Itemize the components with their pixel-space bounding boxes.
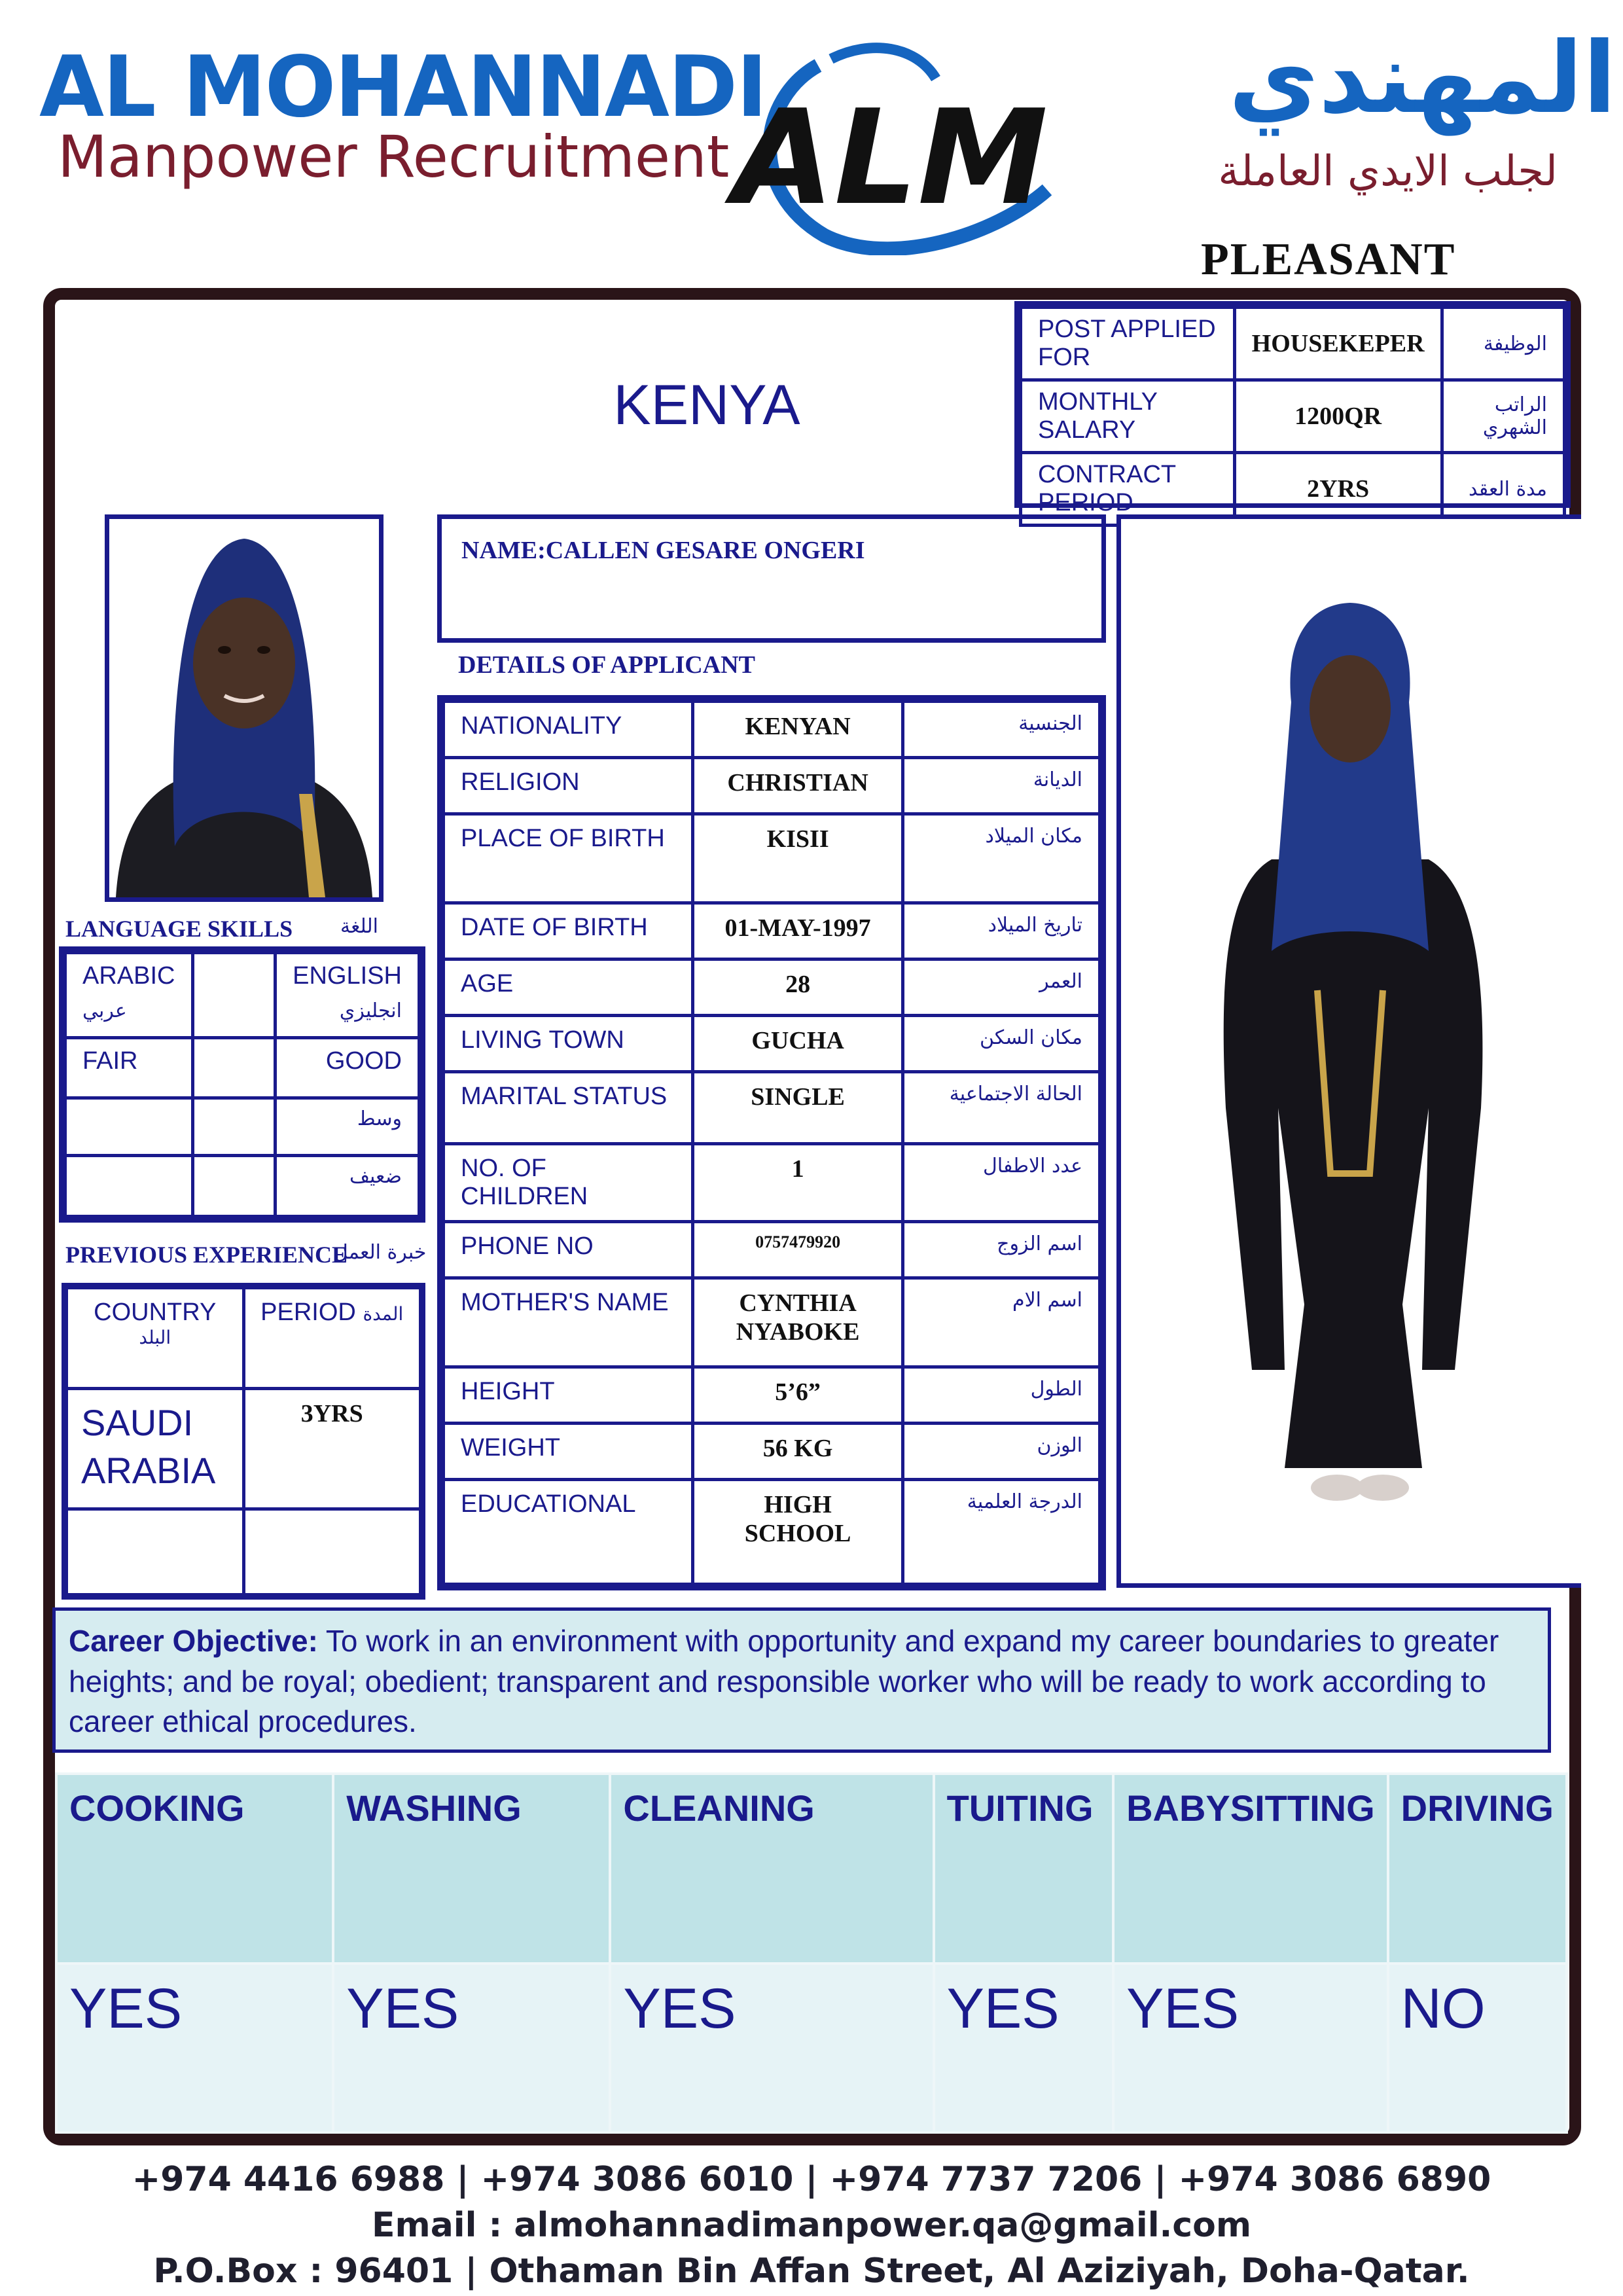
lang-level-mid-ar: وسط bbox=[276, 1098, 419, 1156]
post-label: POST APPLIED FOR bbox=[1021, 308, 1235, 380]
detail-value: 28 bbox=[693, 960, 903, 1016]
detail-label-ar: اسم الزوج bbox=[903, 1222, 1100, 1278]
experience-heading: PREVIOUS EXPERIENCE bbox=[65, 1242, 348, 1268]
lang-english-ar: انجليزي bbox=[339, 999, 402, 1022]
detail-label: PHONE NO bbox=[444, 1222, 693, 1278]
applicant-name: NAME:CALLEN GESARE ONGERI bbox=[461, 537, 865, 564]
career-objective-text: To work in an environment with opportunity and expand my career boundaries to greater heights; and be royal; obedient; transparent and responsible worker who will be ready to work according to career ethical procedures. bbox=[69, 1624, 1499, 1739]
experience-heading-ar: خبرة العمل bbox=[334, 1241, 427, 1264]
skill-value: YES bbox=[1113, 1964, 1388, 2132]
detail-label-ar: مكان الميلاد bbox=[903, 814, 1100, 903]
salary-label-ar: الراتب الشهري bbox=[1442, 380, 1564, 453]
table-row bbox=[65, 1038, 419, 1098]
lang-arabic: ARABIC bbox=[82, 962, 175, 990]
empty-cell bbox=[192, 1156, 275, 1217]
footer-email: Email : almohannadimanpower.qa@gmail.com bbox=[371, 2206, 1252, 2245]
skills-table bbox=[55, 1772, 1568, 2134]
lang-english: ENGLISH bbox=[293, 962, 402, 990]
detail-value: GUCHA bbox=[693, 1016, 903, 1072]
detail-label: NO. OF CHILDREN bbox=[444, 1144, 693, 1222]
skill-name: COOKING bbox=[56, 1774, 333, 1964]
full-body-illustration bbox=[1121, 519, 1581, 1583]
contract-label-ar: مدة العقد bbox=[1442, 453, 1564, 526]
detail-label: RELIGION bbox=[444, 758, 693, 814]
details-table bbox=[437, 695, 1106, 1590]
skill-value: YES bbox=[333, 1964, 610, 2132]
detail-value: 1 bbox=[693, 1144, 903, 1222]
contract-label: CONTRACT PERIOD bbox=[1021, 453, 1235, 526]
full-body-photo bbox=[1116, 514, 1581, 1588]
skill-value: YES bbox=[934, 1964, 1114, 2132]
skill-name: CLEANING bbox=[610, 1774, 933, 1964]
exp-period-header bbox=[243, 1288, 421, 1389]
language-skills-heading: LANGUAGE SKILLS bbox=[65, 916, 293, 942]
detail-label-ar: مكان السكن bbox=[903, 1016, 1100, 1072]
post-label-ar: الوظيفة bbox=[1442, 308, 1564, 380]
lang-level-weak-ar: ضعيف bbox=[276, 1156, 419, 1217]
table-row bbox=[444, 1144, 1100, 1222]
career-objective-label: Career Objective: bbox=[69, 1624, 318, 1658]
salary-label: MONTHLY SALARY bbox=[1021, 380, 1235, 453]
detail-label-ar: عدد الاطفال bbox=[903, 1144, 1100, 1222]
table-row bbox=[65, 953, 419, 1038]
language-skills-heading-ar: اللغة bbox=[340, 915, 378, 938]
table-row bbox=[444, 1480, 1100, 1585]
detail-label: LIVING TOWN bbox=[444, 1016, 693, 1072]
lang-arabic-cell bbox=[65, 953, 193, 1038]
portrait-illustration bbox=[109, 519, 379, 897]
detail-label: MOTHER'S NAME bbox=[444, 1278, 693, 1367]
applicant-name-box bbox=[437, 514, 1106, 643]
lang-arabic-level: FAIR bbox=[65, 1038, 193, 1098]
skill-value: YES bbox=[56, 1964, 333, 2132]
skill-name: BABYSITTING bbox=[1113, 1774, 1388, 1964]
detail-label: MARITAL STATUS bbox=[444, 1072, 693, 1144]
lang-arabic-ar: عربي bbox=[82, 999, 127, 1022]
exp-country-label: COUNTRY bbox=[94, 1299, 217, 1326]
footer-phones: +974 4416 6988 | +974 3086 6010 | +974 7737 7206 | +974 3086 6890 bbox=[132, 2160, 1491, 2199]
detail-value: SINGLE bbox=[693, 1072, 903, 1144]
language-table bbox=[59, 946, 425, 1223]
detail-value: 01-MAY-1997 bbox=[693, 903, 903, 960]
skill-name: DRIVING bbox=[1388, 1774, 1567, 1964]
empty-cell bbox=[67, 1509, 244, 1595]
footer-address: P.O.Box : 96401 | Othaman Bin Affan Street, Al Aziziyah, Doha-Qatar. bbox=[153, 2251, 1470, 2291]
lang-english-level: GOOD bbox=[276, 1038, 419, 1098]
exp-country-header bbox=[67, 1288, 244, 1389]
detail-value: KISII bbox=[693, 814, 903, 903]
post-value: HOUSEKEPER bbox=[1234, 308, 1442, 380]
career-objective bbox=[52, 1607, 1551, 1753]
empty-cell bbox=[192, 1098, 275, 1156]
table-row bbox=[444, 960, 1100, 1016]
detail-label-ar: الوزن bbox=[903, 1424, 1100, 1480]
details-heading: DETAILS OF APPLICANT bbox=[458, 651, 755, 679]
country-title: KENYA bbox=[613, 374, 800, 437]
detail-label: DATE OF BIRTH bbox=[444, 903, 693, 960]
table-row bbox=[444, 903, 1100, 960]
detail-label-ar: الجنسية bbox=[903, 702, 1100, 758]
detail-value: CHRISTIAN bbox=[693, 758, 903, 814]
empty-cell bbox=[192, 1038, 275, 1098]
detail-value: CYNTHIA NYABOKE bbox=[693, 1278, 903, 1367]
table-row bbox=[444, 1367, 1100, 1424]
empty-cell bbox=[192, 953, 275, 1038]
empty-cell bbox=[65, 1098, 193, 1156]
exp-period: 3YRS bbox=[243, 1389, 421, 1509]
table-row bbox=[65, 1156, 419, 1217]
detail-value: KENYAN bbox=[693, 702, 903, 758]
detail-label-ar: العمر bbox=[903, 960, 1100, 1016]
exp-country: SAUDI ARABIA bbox=[67, 1389, 244, 1509]
detail-label: NATIONALITY bbox=[444, 702, 693, 758]
detail-label-ar: اسم الام bbox=[903, 1278, 1100, 1367]
table-row bbox=[444, 1016, 1100, 1072]
brand-subtitle-ar: لجلب الايدي العاملة bbox=[1218, 147, 1558, 196]
portrait-photo bbox=[105, 514, 383, 902]
empty-cell bbox=[243, 1509, 421, 1595]
exp-period-label-ar: المدة bbox=[363, 1303, 404, 1325]
post-table bbox=[1014, 301, 1571, 516]
alm-logo bbox=[720, 39, 1073, 255]
detail-label-ar: تاريخ الميلاد bbox=[903, 903, 1100, 960]
detail-label: WEIGHT bbox=[444, 1424, 693, 1480]
detail-label: AGE bbox=[444, 960, 693, 1016]
table-row bbox=[1021, 380, 1565, 453]
table-row bbox=[444, 1222, 1100, 1278]
skill-name: WASHING bbox=[333, 1774, 610, 1964]
table-row bbox=[444, 1424, 1100, 1480]
detail-label: PLACE OF BIRTH bbox=[444, 814, 693, 903]
salary-value: 1200QR bbox=[1234, 380, 1442, 453]
lang-english-cell bbox=[276, 953, 419, 1038]
brand-name-en: AL MOHANNADI bbox=[39, 39, 766, 136]
skill-value: YES bbox=[610, 1964, 933, 2132]
table-row bbox=[65, 1098, 419, 1156]
table-row bbox=[1021, 308, 1565, 380]
detail-value: HIGH SCHOOL bbox=[693, 1480, 903, 1585]
detail-value: 56 KG bbox=[693, 1424, 903, 1480]
tag-label: PLEASANT bbox=[1201, 234, 1456, 285]
table-row bbox=[444, 1278, 1100, 1367]
detail-value: 0757479920 bbox=[693, 1222, 903, 1278]
table-row bbox=[67, 1389, 421, 1509]
table-row bbox=[56, 1964, 1567, 2132]
contract-value: 2YRS bbox=[1234, 453, 1442, 526]
detail-value: 5’6” bbox=[693, 1367, 903, 1424]
table-row bbox=[67, 1509, 421, 1595]
experience-table bbox=[62, 1283, 425, 1600]
table-row bbox=[56, 1774, 1567, 1964]
skill-name: TUITING bbox=[934, 1774, 1114, 1964]
brand-subtitle-en: Manpower Recruitment bbox=[58, 123, 730, 190]
detail-label: EDUCATIONAL bbox=[444, 1480, 693, 1585]
brand-name-ar: المهندي bbox=[1228, 22, 1616, 135]
table-row bbox=[444, 758, 1100, 814]
detail-label-ar: الدرجة العلمية bbox=[903, 1480, 1100, 1585]
table-row bbox=[444, 1072, 1100, 1144]
skill-value: NO bbox=[1388, 1964, 1567, 2132]
table-row bbox=[444, 702, 1100, 758]
detail-label-ar: الحالة الاجتماعية bbox=[903, 1072, 1100, 1144]
exp-period-label: PERIOD bbox=[260, 1299, 356, 1326]
alm-logo-text: ALM bbox=[733, 82, 1048, 234]
detail-label: HEIGHT bbox=[444, 1367, 693, 1424]
table-row bbox=[444, 814, 1100, 903]
exp-country-label-ar: البلد bbox=[139, 1327, 171, 1348]
table-row bbox=[67, 1288, 421, 1389]
empty-cell bbox=[65, 1156, 193, 1217]
detail-label-ar: الديانة bbox=[903, 758, 1100, 814]
detail-label-ar: الطول bbox=[903, 1367, 1100, 1424]
